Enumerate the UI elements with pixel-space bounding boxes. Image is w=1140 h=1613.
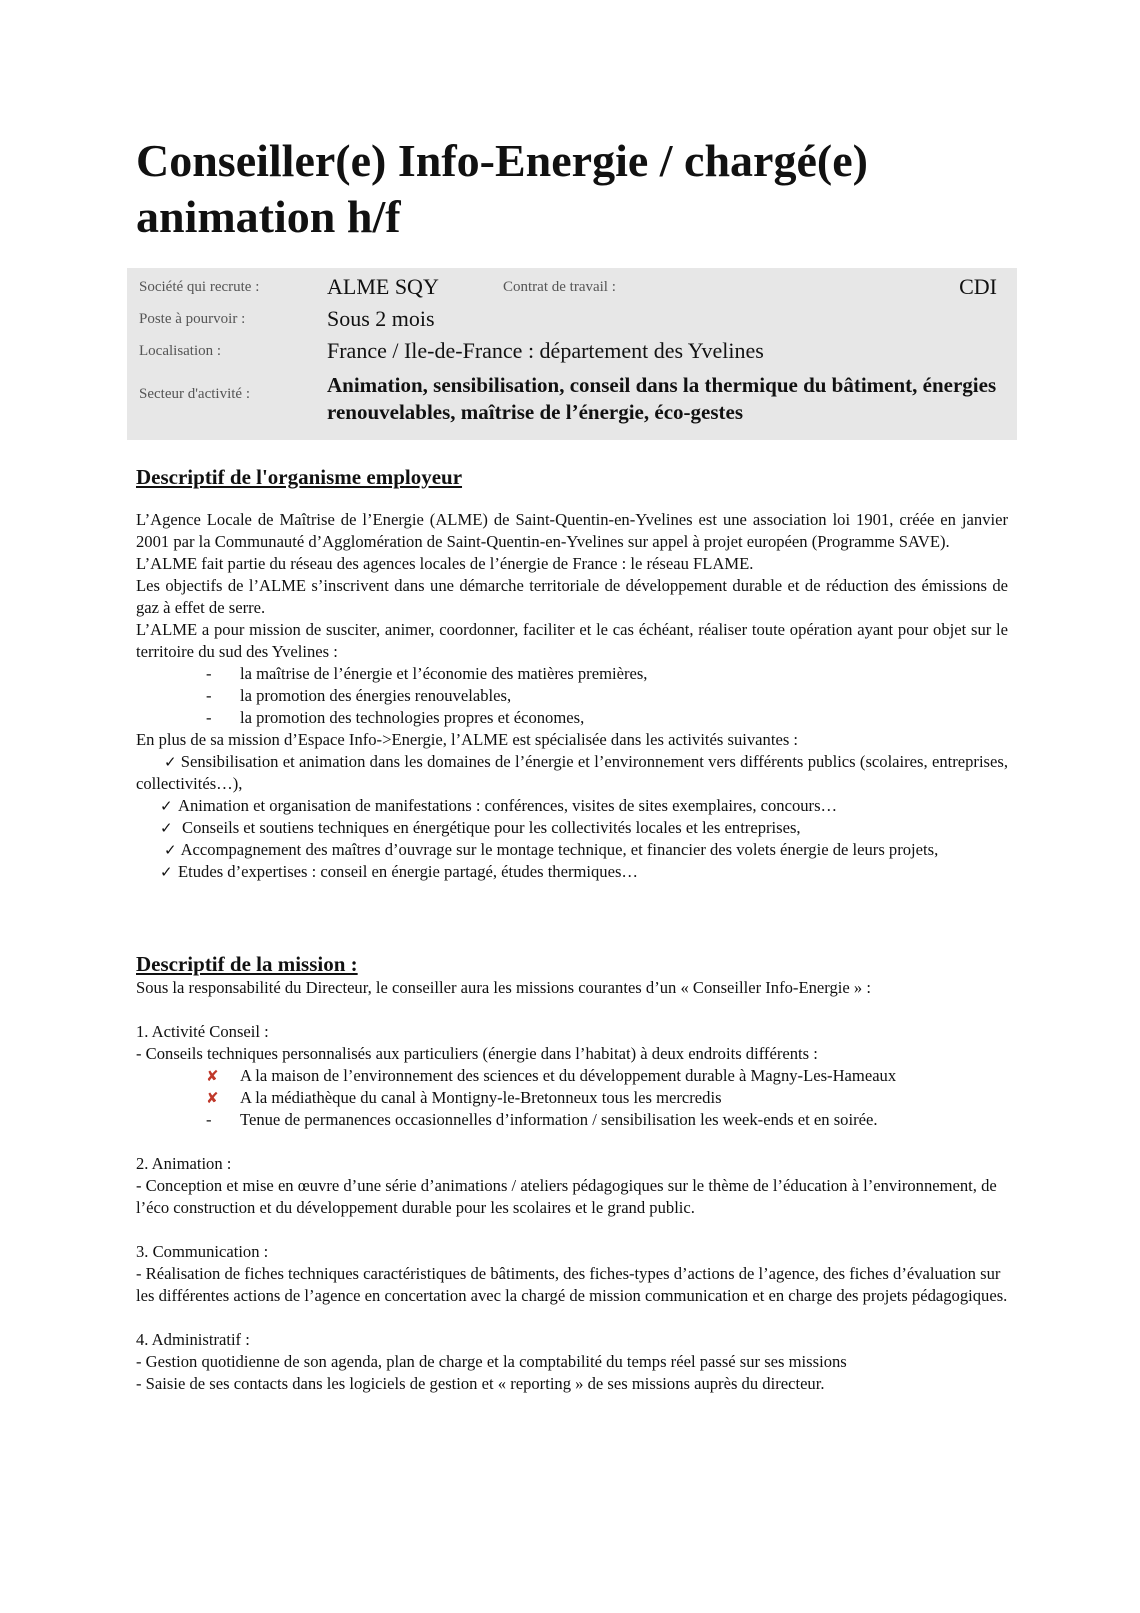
section-text: - Conseils techniques personnalisés aux particuliers (énergie dans l’habitat) à deux endroits différents : (136, 1044, 818, 1063)
organisme-paragraph: L’Agence Locale de Maîtrise de l’Energie (ALME) de Saint-Quentin-en-Yvelines est une association loi 1901, créée en janvier 2001 par la Communauté d’Agglomération de Saint-Quentin-en-Yvelines sur appel à projet européen (Programme SAVE). (136, 510, 1008, 551)
list-item: - la promotion des énergies renouvelables, (206, 686, 512, 705)
organisme-heading: Descriptif de l'organisme employeur (136, 465, 463, 489)
organisme-paragraph: L’ALME a pour mission de susciter, animer, coordonner, faciliter et le cas échéant, réaliser toute opération ayant pour objet sur le territoire du sud des Yvelines : (136, 620, 1008, 661)
page-title: Conseiller(e) Info-Energie / chargé(e) animation h/f (136, 135, 868, 242)
societe-label: Société qui recrute : (139, 279, 260, 295)
list-item: ✘ A la maison de l’environnement des sciences et du développement durable à Magny-Les-Hameaux (206, 1066, 897, 1085)
section-title: 1. Activité Conseil : (136, 1022, 269, 1041)
cross-icon: ✘ (206, 1067, 219, 1085)
objectives-list (136, 663, 1008, 729)
check-icon: ✓ (160, 863, 173, 881)
section-text: - Réalisation de fiches techniques caractéristiques de bâtiments, des fiches-types d’actions de l’agence, des fiches d’évaluation sur les différentes actions de l’agence en concertation avec la chargé de mission communication et en charge des projets pédagogiques. (136, 1264, 1008, 1305)
cross-icon: ✘ (206, 1089, 219, 1107)
contrat-label: Contrat de travail : (503, 279, 616, 295)
mission-heading: Descriptif de la mission : (136, 952, 358, 976)
section-title: 3. Communication : (136, 1242, 269, 1261)
secteur-label: Secteur d'activité : (139, 386, 250, 402)
societe-value: ALME SQY (327, 274, 439, 299)
list-item: - la promotion des technologies propres et économes, (206, 708, 585, 727)
organisme-paragraph: En plus de sa mission d’Espace Info->Energie, l’ALME est spécialisée dans les activités suivantes : (136, 730, 799, 749)
check-icon: ✓ (160, 797, 173, 815)
poste-label: Poste à pourvoir : (139, 311, 246, 327)
localisation-value: France / Ile-de-France : département des Yvelines (327, 338, 764, 363)
organisme-paragraph: L’ALME fait partie du réseau des agences locales de l’énergie de France : le réseau FLAME. (136, 554, 754, 573)
section-text: - Saisie de ses contacts dans les logiciels de gestion et « reporting » de ses missions auprès du directeur. (136, 1374, 825, 1393)
poste-value: Sous 2 mois (327, 306, 435, 331)
section-text: - Gestion quotidienne de son agenda, plan de charge et la comptabilité du temps réel passé sur ses missions (136, 1352, 847, 1371)
section-text: - Conception et mise en œuvre d’une série d’animations / ateliers pédagogiques sur le thème de l’éducation à l’environnement, de l’éco construction et du développement durable pour les scolaires et le grand public. (136, 1176, 997, 1217)
list-item: ✓ Accompagnement des maîtres d’ouvrage sur le montage technique, et financier des volets énergie de leurs projets, (164, 840, 939, 859)
secteur-value: Animation, sensibilisation, conseil dans la thermique du bâtiment, énergies renouvelables, maîtrise de l’énergie, éco-gestes (327, 373, 997, 424)
section-title: 4. Administratif : (136, 1330, 250, 1349)
check-icon: ✓ (164, 753, 177, 771)
list-item: - Tenue de permanences occasionnelles d’information / sensibilisation les week-ends et en soirée. (206, 1110, 878, 1129)
list-item: ✓ Sensibilisation et animation dans les domaines de l’énergie et l’environnement vers différents publics (scolaires, entreprises, collectivités…), (136, 752, 1008, 793)
job-info-box (127, 268, 1017, 440)
mission-body (136, 977, 1008, 1395)
organisme-body (136, 509, 1008, 883)
section-title: 2. Animation : (136, 1154, 232, 1173)
contrat-value: CDI (959, 274, 997, 299)
conseil-locations-list (136, 1065, 1008, 1131)
list-item: ✓ Etudes d’expertises : conseil en énergie partagé, études thermiques… (160, 862, 639, 881)
localisation-label: Localisation : (139, 343, 222, 359)
list-item: - la maîtrise de l’énergie et l’économie des matières premières, (206, 664, 648, 683)
check-icon: ✓ (160, 819, 173, 837)
check-icon: ✓ (164, 841, 177, 859)
list-item: ✓ Animation et organisation de manifestations : conférences, visites de sites exemplaires, concours… (160, 796, 838, 815)
mission-intro: Sous la responsabilité du Directeur, le conseiller aura les missions courantes d’un « Conseiller Info-Energie » : (136, 978, 871, 997)
list-item: ✘ A la médiathèque du canal à Montigny-le-Bretonneux tous les mercredis (206, 1088, 722, 1107)
organisme-paragraph: Les objectifs de l’ALME s’inscrivent dans une démarche territoriale de développement durable et de réduction des émissions de gaz à effet de serre. (136, 576, 1008, 617)
list-item: ✓ Conseils et soutiens techniques en énergétique pour les collectivités locales et les entreprises, (160, 818, 801, 837)
